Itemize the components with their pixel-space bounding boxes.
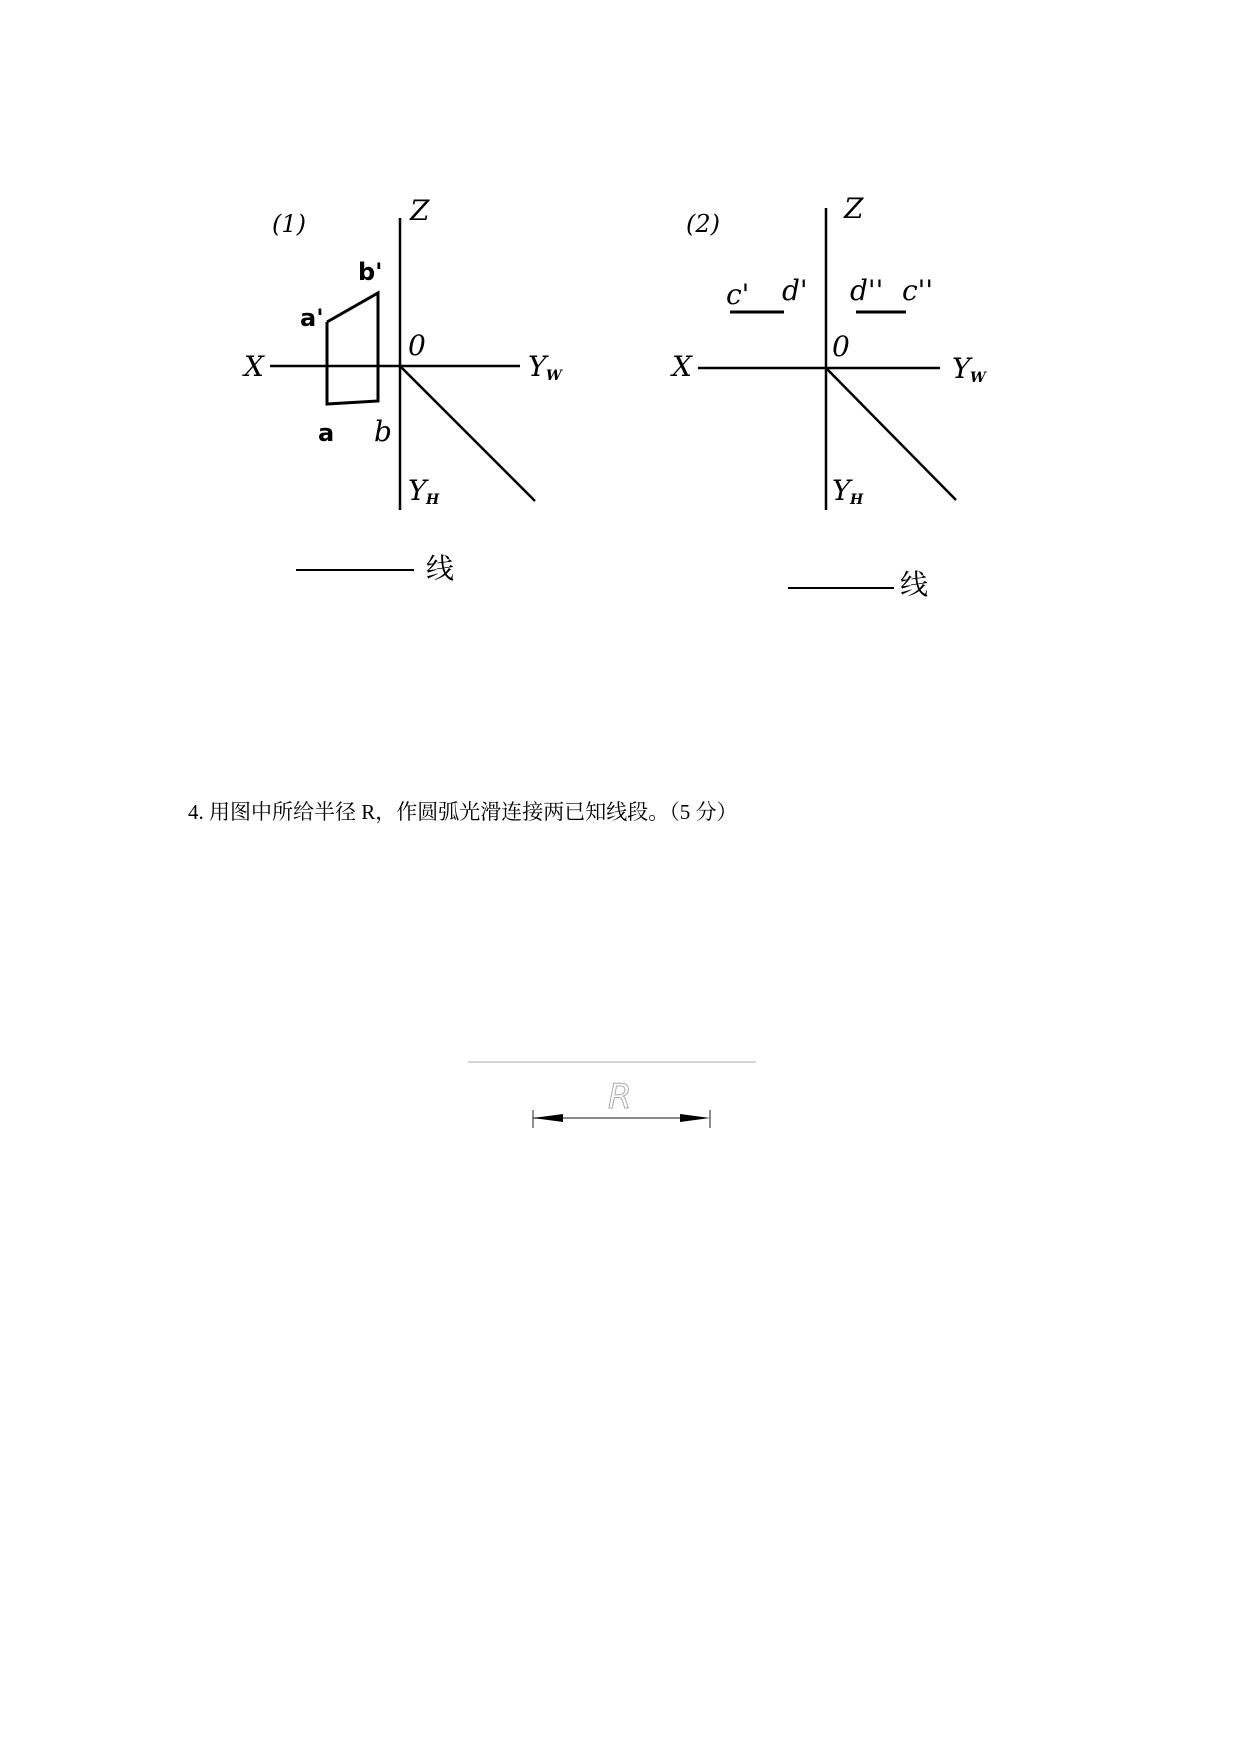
x-axis-label: X (672, 350, 692, 383)
yh-axis-subscript: H (426, 492, 440, 508)
b-label: b (374, 415, 392, 448)
yh-axis-subscript: H (850, 492, 864, 508)
arrow-right-icon (680, 1114, 710, 1122)
yw-axis-label: Y (528, 350, 547, 383)
projection-figure-2 (660, 180, 1000, 610)
x-axis-label: X (244, 350, 264, 383)
question-4-text: 4. 用图中所给半径 R，作圆弧光滑连接两已知线段。（5 分） (188, 800, 738, 824)
a-label: a (318, 419, 335, 447)
origin-label: 0 (832, 330, 850, 363)
projection-figure-1 (230, 180, 570, 600)
d-prime-label: d' (782, 274, 808, 307)
c-prime-label: c' (726, 278, 750, 311)
figure-2-number: (2) (686, 210, 720, 238)
yw-axis-label: Y (952, 352, 971, 385)
yh-axis-label: Y (832, 474, 851, 507)
segment-ab-projections (327, 293, 378, 404)
yh-axis-label: Y (408, 474, 427, 507)
arrow-left-icon (533, 1114, 563, 1122)
z-axis-label: Z (410, 194, 430, 227)
figure-1-number: (1) (272, 210, 306, 238)
d-double-prime-label: d'' (850, 274, 884, 307)
origin-label: 0 (408, 329, 426, 362)
b-prime-label: b' (358, 258, 383, 286)
radius-label: R (608, 1077, 632, 1117)
a-prime-label: a' (300, 304, 324, 332)
yw-axis-subscript: W (970, 370, 986, 386)
c-double-prime-label: c'' (902, 274, 934, 307)
arc-connection-figure (460, 1040, 780, 1140)
blank-suffix-1: 线 (426, 552, 455, 585)
blank-suffix-2: 线 (900, 568, 929, 601)
yw-axis-subscript: W (546, 368, 562, 384)
z-axis-label: Z (844, 192, 864, 225)
